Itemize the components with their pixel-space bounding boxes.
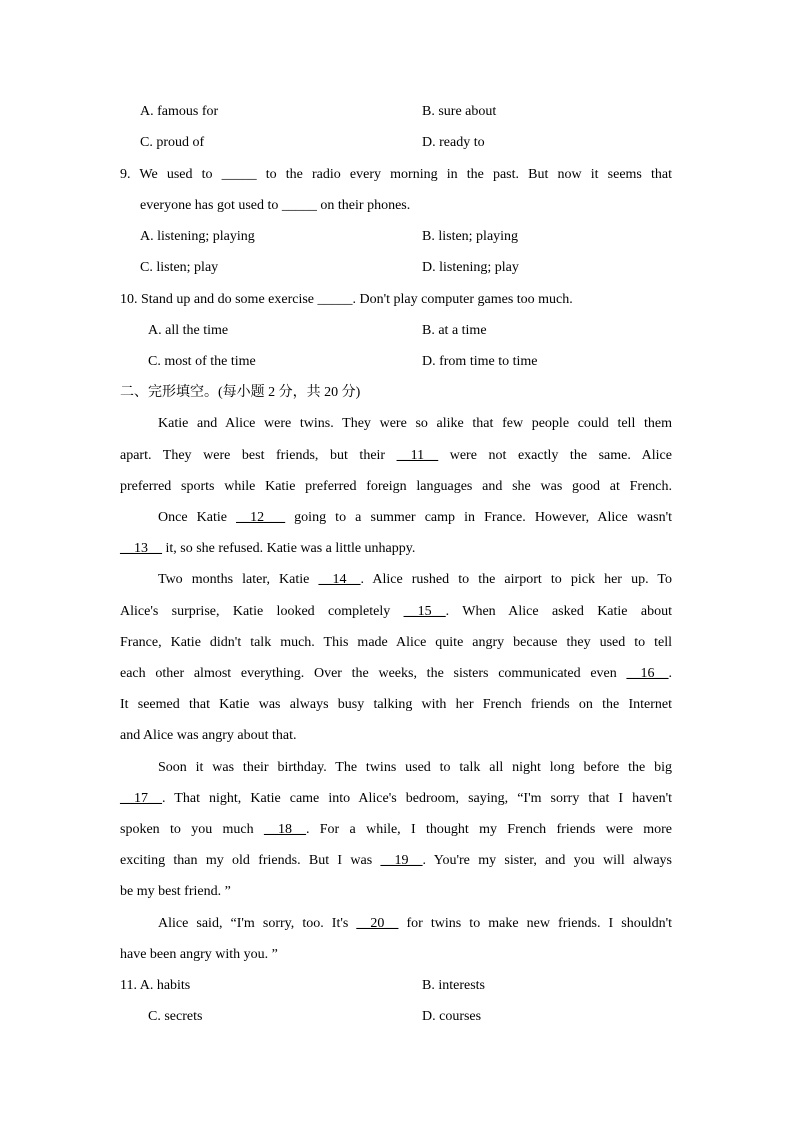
passage-line: Soon it was their birthday. The twins used to talk all night long before the big bbox=[158, 760, 672, 775]
text: . Alice rushed to the airport to pick her up. To bbox=[360, 572, 672, 587]
passage-line: France, Katie didn't talk much. This made Alice quite angry because they used to tell bbox=[120, 635, 672, 650]
q10-stem: 10. Stand up and do some exercise _____. Don't play computer games too much. bbox=[120, 292, 573, 307]
blank-14: __14__ bbox=[318, 572, 361, 587]
blank-20: __20__ bbox=[356, 916, 399, 931]
blank-18: __18__ bbox=[263, 822, 306, 837]
passage-line bbox=[120, 789, 672, 809]
passage-line bbox=[120, 664, 672, 684]
q10-option-b: B. at a time bbox=[422, 323, 487, 338]
text: Two months later, Katie bbox=[158, 572, 319, 587]
blank-17: __17__ bbox=[120, 791, 162, 806]
q9-option-a: A. listening; playing bbox=[140, 229, 255, 244]
text: for twins to make new friends. I shouldn't bbox=[398, 916, 673, 931]
text: . bbox=[668, 666, 672, 681]
text: going to a summer camp in France. However, Alice wasn't bbox=[285, 510, 673, 525]
q11-option-a: 11. A. habits bbox=[120, 978, 191, 993]
blank-13: __13__ bbox=[120, 541, 162, 556]
q8-options-row-2 bbox=[0, 133, 794, 153]
text: each other almost everything. Over the weeks, the sisters communicated even bbox=[120, 666, 627, 681]
q9-options-row-2 bbox=[0, 258, 794, 278]
passage-line bbox=[158, 508, 672, 528]
blank-12: __12___ bbox=[236, 510, 286, 525]
q8-option-c: C. proud of bbox=[140, 135, 205, 150]
q11-options-row-1 bbox=[0, 976, 794, 996]
text: . That night, Katie came into Alice's bedroom, saying, “I'm sorry that I haven't bbox=[162, 791, 672, 806]
text: spoken to you much bbox=[120, 822, 264, 837]
passage-line: be my best friend. ” bbox=[120, 884, 231, 899]
passage-line: and Alice was angry about that. bbox=[120, 728, 297, 743]
q8-option-d: D. ready to bbox=[422, 135, 485, 150]
text: Alice said, “I'm sorry, too. It's bbox=[158, 916, 357, 931]
text: were not exactly the same. Alice bbox=[438, 448, 672, 463]
passage-line: preferred sports while Katie preferred foreign languages and she was good at French. bbox=[120, 479, 672, 494]
q10-option-d: D. from time to time bbox=[422, 354, 538, 369]
q11-options-row-2 bbox=[0, 1007, 794, 1027]
section-title: 二、完形填空。(每小题 2 分，共 20 分) bbox=[120, 385, 361, 400]
text: . You're my sister, and you will always bbox=[422, 853, 672, 868]
text: Alice's surprise, Katie looked completely bbox=[120, 604, 404, 619]
passage-line bbox=[120, 602, 672, 622]
q9-stem-line-1: 9. We used to _____ to the radio every morning in the past. But now it seems that bbox=[120, 167, 672, 182]
passage-line bbox=[120, 446, 672, 466]
q10-option-a: A. all the time bbox=[148, 323, 229, 338]
passage-line bbox=[120, 851, 672, 871]
passage-line: Katie and Alice were twins. They were so alike that few people could tell them bbox=[158, 416, 672, 431]
passage-line bbox=[120, 539, 415, 559]
text: Once Katie bbox=[158, 510, 237, 525]
q8-options-row-1 bbox=[0, 102, 794, 122]
q9-option-d: D. listening; play bbox=[422, 260, 519, 275]
q9-option-c: C. listen; play bbox=[140, 260, 219, 275]
passage-line bbox=[158, 914, 672, 934]
passage-line bbox=[120, 820, 672, 840]
q10-options-row-2 bbox=[0, 352, 794, 372]
q9-stem-line-2: everyone has got used to _____ on their phones. bbox=[140, 198, 411, 213]
q11-option-d: D. courses bbox=[422, 1009, 482, 1024]
q11-option-b: B. interests bbox=[422, 978, 485, 993]
q8-option-a: A. famous for bbox=[140, 104, 219, 119]
passage-line: It seemed that Katie was always busy talking with her French friends on the Internet bbox=[120, 697, 672, 712]
text: apart. They were best friends, but their bbox=[120, 448, 397, 463]
passage-line: have been angry with you. ” bbox=[120, 947, 278, 962]
blank-19: __19__ bbox=[380, 853, 423, 868]
q9-options-row-1 bbox=[0, 227, 794, 247]
blank-15: __15__ bbox=[403, 604, 446, 619]
text: it, so she refused. Katie was a little unhappy. bbox=[162, 541, 416, 556]
q9-option-b: B. listen; playing bbox=[422, 229, 519, 244]
blank-11: __11__ bbox=[396, 448, 439, 463]
q8-option-b: B. sure about bbox=[422, 104, 497, 119]
passage-line bbox=[158, 570, 672, 590]
q11-option-c: C. secrets bbox=[148, 1009, 203, 1024]
text: . For a while, I thought my French friends were more bbox=[305, 822, 672, 837]
q10-option-c: C. most of the time bbox=[148, 354, 256, 369]
q10-options-row-1 bbox=[0, 321, 794, 341]
text: . When Alice asked Katie about bbox=[445, 604, 672, 619]
blank-16: __16__ bbox=[626, 666, 669, 681]
text: exciting than my old friends. But I was bbox=[120, 853, 381, 868]
